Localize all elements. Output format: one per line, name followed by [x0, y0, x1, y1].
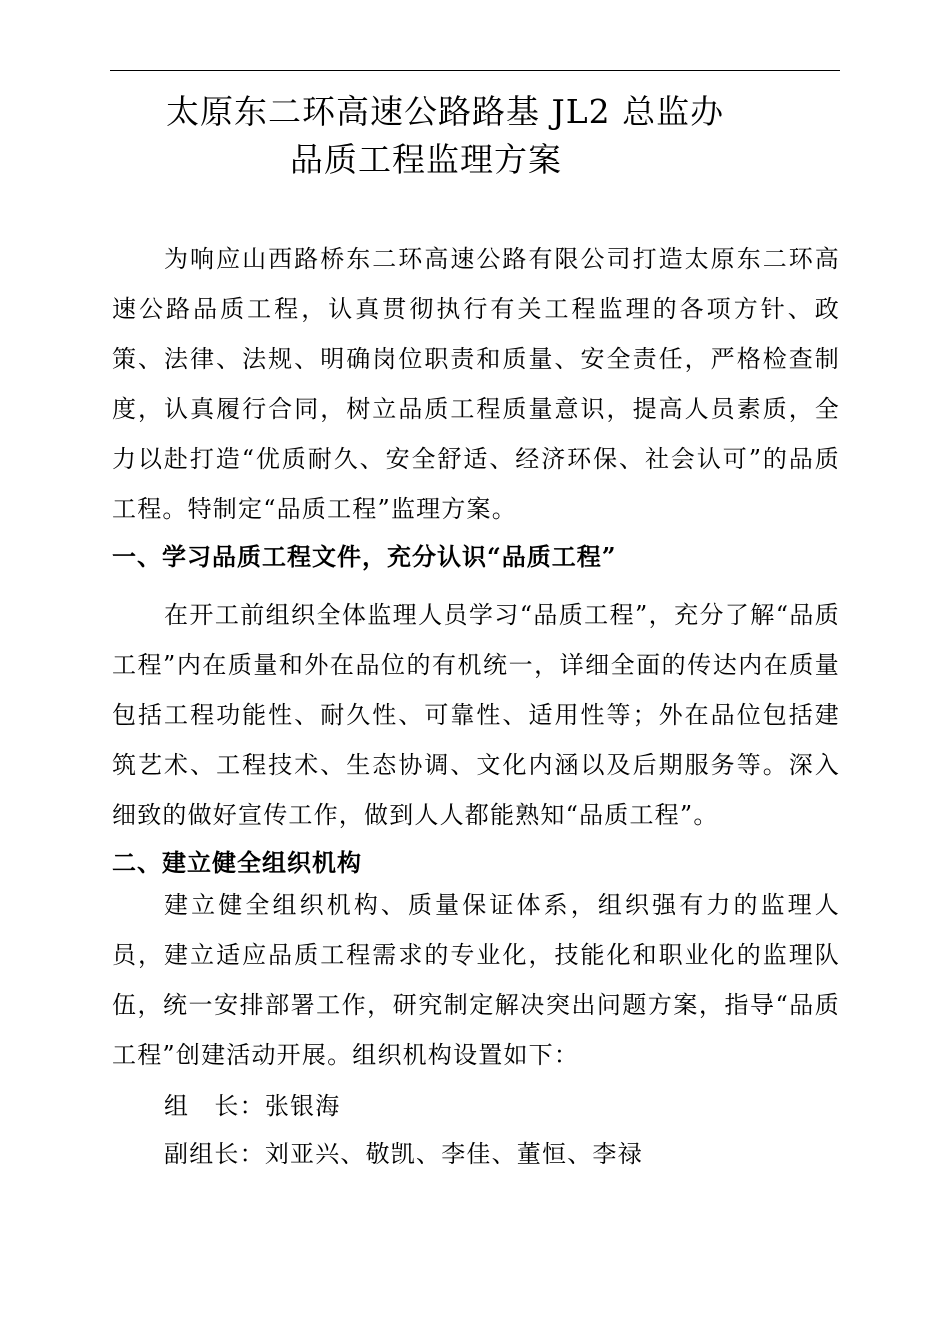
intro-paragraph: 为响应山西路桥东二环高速公路有限公司打造太原东二环高速公路品质工程，认真贯彻执行有关工程监理的各项方针、政策、法律、法规、明确岗位职责和质量、安全责任，严格检查制度，认真履行合同，树立品质工程质量意识，提高人员素质，全力以赴打造“优质耐久、安全舒适、经济环保、社会认可”的品质工程。特制定“品质工程”监理方案。	[112, 245, 840, 523]
member-row-deputy	[164, 1137, 643, 1171]
section-heading-2: 二、建立健全组织机构	[112, 848, 362, 877]
section-body-2: 建立健全组织机构、质量保证体系，组织强有力的监理人员，建立适应品质工程需求的专业化，技能化和职业化的监理队伍，统一安排部署工作，研究制定解决突出问题方案，指导“品质工程”创建活动开展。组织机构设置如下：	[112, 891, 840, 1069]
member-names: 刘亚兴、敬凯、李佳、董恒、李禄	[264, 1140, 643, 1168]
header-rule	[110, 70, 840, 71]
section-body-1: 在开工前组织全体监理人员学习“品质工程”，充分了解“品质工程”内在质量和外在品位的有机统一，详细全面的传达内在质量包括工程功能性、耐久性、可靠性、适用性等；外在品位包括建筑艺术、工程技术、生态协调、文化内涵以及后期服务等。深入细致的做好宣传工作，做到人人都能熟知“品质工程”。	[112, 601, 840, 829]
member-role: 组 长：	[164, 1092, 265, 1120]
member-row-leader	[164, 1089, 340, 1123]
member-role: 副组长：	[164, 1140, 265, 1168]
document-title-line2: 品质工程监理方案	[290, 140, 562, 179]
section-heading-1: 一、学习品质工程文件，充分认识“品质工程”	[112, 542, 617, 571]
member-names: 张银海	[264, 1092, 341, 1120]
document-title-line1: 太原东二环高速公路路基 JL2 总监办	[166, 92, 725, 131]
